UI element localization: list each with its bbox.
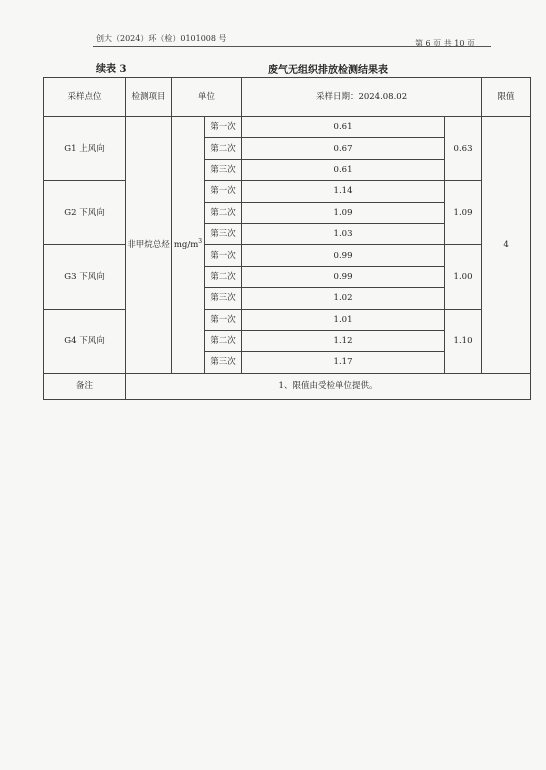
- results-table: [43, 77, 531, 400]
- report-number: 创大（2024）环（检）0101008 号: [96, 34, 227, 43]
- item-cell: 非甲烷总烃: [126, 117, 172, 374]
- value-cell: 1.12: [242, 330, 445, 351]
- value-cell: 0.99: [242, 245, 445, 266]
- value-cell: 1.14: [242, 181, 445, 202]
- average-cell: 1.00: [445, 245, 482, 309]
- header-limit: 限值: [482, 78, 531, 117]
- value-cell: 0.61: [242, 117, 445, 138]
- limit-cell: 4: [482, 117, 531, 374]
- note-label: 备注: [44, 373, 126, 399]
- round-label: 第二次: [205, 202, 242, 223]
- average-cell: 1.09: [445, 181, 482, 245]
- unit-cell: [172, 117, 205, 374]
- value-cell: 1.17: [242, 352, 445, 373]
- note-text: 1、限值由受检单位提供。: [126, 373, 531, 399]
- value-cell: 1.09: [242, 202, 445, 223]
- table-row: [44, 181, 531, 202]
- table-row: [44, 245, 531, 266]
- table-label: 续表 3: [96, 64, 127, 75]
- value-cell: 0.67: [242, 138, 445, 159]
- value-cell: 0.99: [242, 266, 445, 287]
- round-label: 第三次: [205, 352, 242, 373]
- value-cell: 0.61: [242, 159, 445, 180]
- header-row: [44, 78, 531, 117]
- value-cell: 1.03: [242, 223, 445, 244]
- table-row: [44, 117, 531, 138]
- round-label: 第二次: [205, 330, 242, 351]
- value-cell: 1.01: [242, 309, 445, 330]
- header-date: 采样日期：2024.08.02: [242, 78, 482, 117]
- site-cell: G1 上风向: [44, 117, 126, 181]
- table-row: [44, 309, 531, 330]
- header-rule: [93, 46, 491, 47]
- round-label: 第二次: [205, 266, 242, 287]
- average-cell: 0.63: [445, 117, 482, 181]
- header-unit: 单位: [172, 78, 242, 117]
- round-label: 第三次: [205, 223, 242, 244]
- round-label: 第二次: [205, 138, 242, 159]
- site-cell: G4 下风向: [44, 309, 126, 373]
- table-title: 废气无组织排放检测结果表: [268, 65, 388, 76]
- round-label: 第三次: [205, 159, 242, 180]
- round-label: 第一次: [205, 181, 242, 202]
- round-label: 第一次: [205, 309, 242, 330]
- round-label: 第三次: [205, 288, 242, 309]
- unit-base: mg/m: [173, 239, 199, 250]
- site-cell: G3 下风向: [44, 245, 126, 309]
- note-row: [44, 373, 531, 399]
- round-label: 第一次: [205, 245, 242, 266]
- value-cell: 1.02: [242, 288, 445, 309]
- page-number: 第 6 页 共 10 页: [415, 39, 475, 48]
- site-cell: G2 下风向: [44, 181, 126, 245]
- round-label: 第一次: [205, 117, 242, 138]
- average-cell: 1.10: [445, 309, 482, 373]
- header-item: 检测项目: [126, 78, 172, 117]
- header-site: 采样点位: [44, 78, 126, 117]
- unit-superscript: 3: [198, 238, 203, 246]
